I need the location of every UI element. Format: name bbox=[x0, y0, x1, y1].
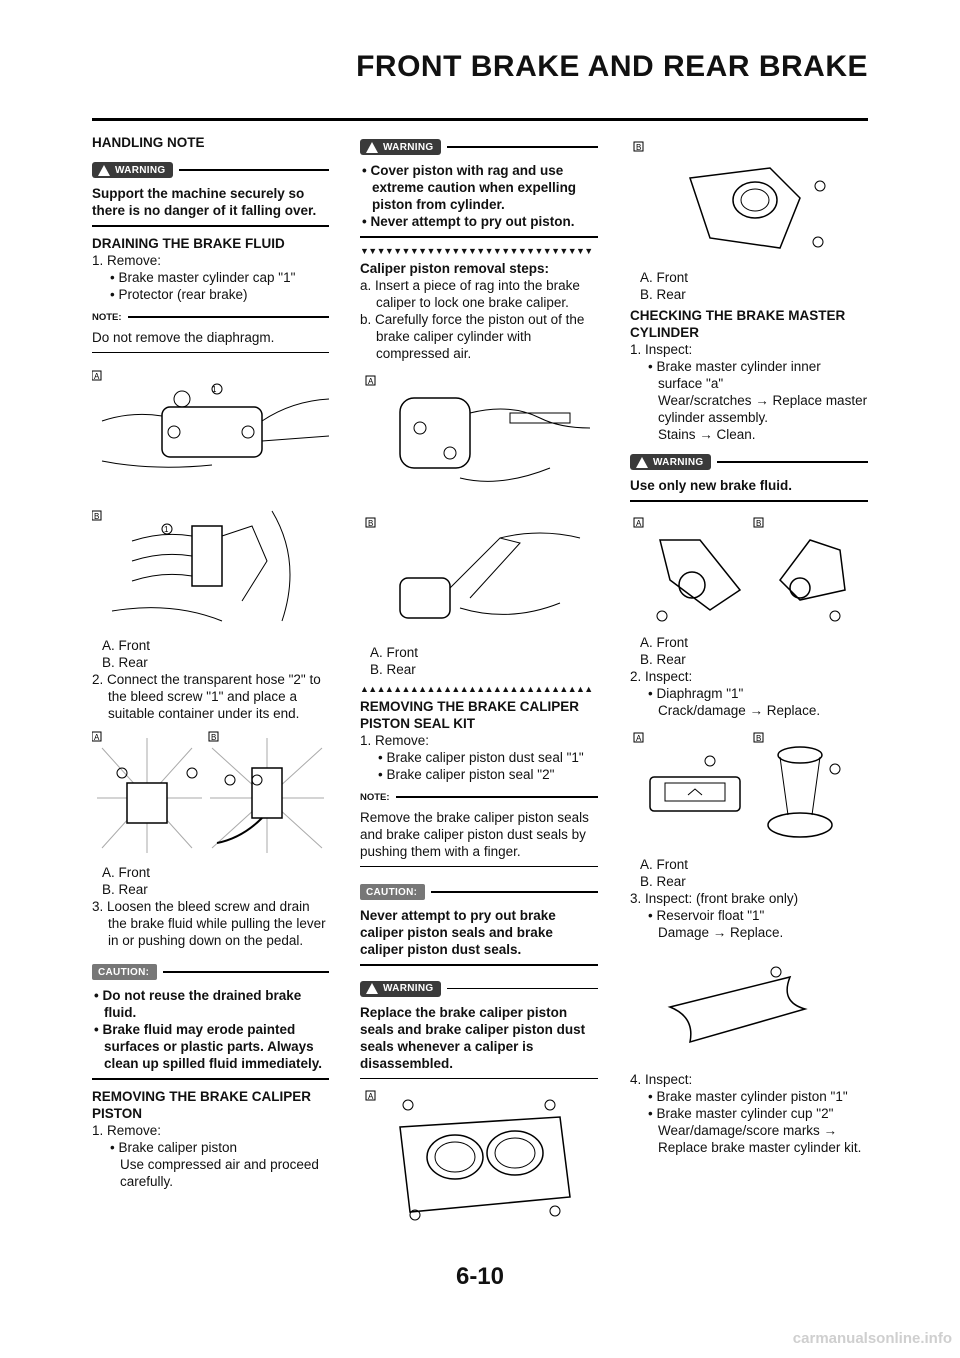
page-number: 6-10 bbox=[455, 1263, 505, 1290]
caution-tag: CAUTION: bbox=[360, 883, 598, 901]
caution-tag: CAUTION: bbox=[92, 963, 329, 981]
step-text: 4. Inspect: bbox=[630, 1071, 693, 1087]
steps-start-arrows: ▼▼▼▼▼▼▼▼▼▼▼▼▼▼▼▼▼▼▼▼▼▼▼▼▼▼▼▼ bbox=[360, 245, 593, 256]
step-text: Wear/scratches → Replace master cylinder assembly. bbox=[658, 393, 868, 425]
caution-text: • Do not reuse the drained brake fluid. bbox=[94, 988, 302, 1020]
warning-tag: WARNING bbox=[92, 161, 329, 179]
master-cylinder-rear-figure bbox=[630, 138, 868, 263]
step-text: • Brake caliper piston seal "2" bbox=[378, 766, 555, 782]
caliper-piston-figure bbox=[360, 368, 598, 638]
svg-text:A: A bbox=[94, 733, 100, 742]
note-text: Remove the brake caliper piston seals and brake caliper piston dust seals by pushing them with a finger. bbox=[360, 809, 589, 859]
svg-text:A: A bbox=[636, 733, 642, 743]
diaphragm-figure bbox=[630, 725, 868, 850]
column-3 bbox=[630, 130, 868, 1156]
warning-tag: WARNING bbox=[630, 453, 868, 471]
step-text: • Brake master cylinder cup "2" bbox=[648, 1105, 834, 1121]
svg-text:B: B bbox=[94, 512, 100, 521]
svg-text:B: B bbox=[756, 733, 762, 743]
svg-text:A: A bbox=[368, 1092, 374, 1101]
caption-front: A. Front bbox=[640, 270, 689, 285]
step-text: 3. Loosen the bleed screw and drain the brake fluid while pulling the lever in or pushing down on the pedal. bbox=[92, 899, 326, 948]
svg-text:1: 1 bbox=[164, 525, 169, 534]
svg-text:A: A bbox=[636, 518, 642, 528]
step-text: • Brake caliper piston dust seal "1" bbox=[378, 749, 584, 765]
warning-text: • Never attempt to pry out piston. bbox=[362, 214, 575, 229]
caption-front: A. Front bbox=[640, 856, 689, 872]
caption-rear: B. Rear bbox=[640, 873, 686, 889]
warning-text: Replace the brake caliper piston seals and brake caliper piston dust seals whenever a caliper is disassembled. bbox=[360, 1004, 586, 1071]
step-text: 3. Inspect: (front brake only) bbox=[630, 890, 799, 906]
step-text: Use compressed air and proceed carefully. bbox=[120, 1156, 319, 1189]
step-text: 1. Remove: bbox=[92, 252, 162, 268]
warning-text: • Cover piston with rag and use extreme caution when expelling piston from cylinder. bbox=[362, 163, 577, 212]
step-text: • Brake master cylinder inner surface "a" bbox=[648, 359, 821, 391]
svg-text:B: B bbox=[368, 518, 374, 528]
warning-tag: WARNING bbox=[360, 980, 598, 998]
caption-front: A. Front bbox=[102, 638, 151, 653]
warning-icon bbox=[98, 165, 110, 176]
step-text: Crack/damage → Replace. bbox=[658, 702, 821, 718]
warning-tag: WARNING bbox=[360, 138, 598, 156]
step-text: • Protector (rear brake) bbox=[110, 286, 248, 302]
caption-rear: B. Rear bbox=[640, 651, 686, 667]
caption-rear: B. Rear bbox=[102, 882, 148, 897]
column-2 bbox=[360, 130, 598, 1233]
step-text: 1. Remove: bbox=[360, 732, 430, 748]
draining-heading: DRAINING THE BRAKE FLUID bbox=[92, 235, 285, 251]
warning-icon bbox=[366, 142, 378, 153]
svg-text:A: A bbox=[368, 376, 374, 386]
caution-text: Never attempt to pry out brake caliper piston seals and brake caliper piston dust seals. bbox=[360, 908, 556, 957]
step-text: • Reservoir float "1" bbox=[648, 907, 765, 923]
handling-note-heading: HANDLING NOTE bbox=[92, 135, 205, 150]
step-text: Stains → Clean. bbox=[658, 427, 756, 442]
step-text: • Diaphragm "1" bbox=[648, 685, 744, 701]
note-label: NOTE: bbox=[92, 309, 329, 326]
step-text: Damage → Replace. bbox=[658, 924, 784, 940]
svg-text:1: 1 bbox=[212, 385, 217, 394]
warning-icon bbox=[366, 983, 378, 994]
step-text: • Brake caliper piston bbox=[110, 1139, 238, 1155]
seal-kit-heading: REMOVING THE BRAKE CALIPER PISTON SEAL KIT bbox=[360, 698, 580, 731]
step-text: 1. Inspect: bbox=[630, 342, 693, 357]
step-text: 2. Inspect: bbox=[630, 668, 693, 684]
svg-text:A: A bbox=[94, 372, 100, 381]
step-text: 1. Remove: bbox=[92, 1122, 162, 1138]
step-text: b. Carefully force the piston out of the brake caliper cylinder with compressed air. bbox=[360, 311, 585, 361]
note-label: NOTE: bbox=[360, 789, 598, 806]
caption-rear: B. Rear bbox=[370, 661, 416, 677]
warning-text: Support the machine securely so there is no danger of it falling over. bbox=[92, 186, 317, 218]
step-text: • Brake master cylinder piston "1" bbox=[648, 1088, 848, 1104]
step-text: • Brake master cylinder cap "1" bbox=[110, 269, 296, 285]
caption-front: A. Front bbox=[640, 634, 689, 650]
step-text: 2. Connect the transparent hose "2" to the bleed screw "1" and place a suitable container under its end. bbox=[92, 672, 321, 721]
steps-end-arrows: ▲▲▲▲▲▲▲▲▲▲▲▲▲▲▲▲▲▲▲▲▲▲▲▲▲▲▲▲ bbox=[360, 683, 593, 694]
caption-rear: B. Rear bbox=[102, 655, 148, 670]
caution-text: • Brake fluid may erode painted surfaces or plastic parts. Always clean up spilled fluid immediately. bbox=[94, 1022, 323, 1071]
warning-text: Use only new brake fluid. bbox=[630, 478, 793, 493]
removing-piston-heading: REMOVING THE BRAKE CALIPER PISTON bbox=[92, 1088, 312, 1121]
page-title: FRONT BRAKE AND REAR BRAKE bbox=[356, 50, 868, 83]
note-text: Do not remove the diaphragm. bbox=[92, 329, 275, 345]
reservoir-float-figure bbox=[630, 947, 868, 1065]
site-watermark: carmanualsonline.info bbox=[792, 1330, 952, 1347]
column-1 bbox=[92, 130, 329, 1190]
master-cylinder-figure bbox=[92, 361, 329, 631]
caliper-seals-figure bbox=[360, 1087, 598, 1227]
step-text: a. Insert a piece of rag into the brake caliper to lock one brake caliper. bbox=[360, 277, 580, 310]
caption-front: A. Front bbox=[102, 865, 151, 880]
warning-icon bbox=[636, 457, 648, 468]
inner-surface-figure bbox=[630, 510, 868, 628]
caption-rear: B. Rear bbox=[640, 287, 686, 302]
bleed-screw-figure bbox=[92, 728, 329, 858]
step-text: Wear/damage/score marks → Replace brake master cylinder kit. bbox=[658, 1122, 862, 1155]
steps-heading: Caliper piston removal steps: bbox=[360, 260, 550, 276]
svg-text:B: B bbox=[211, 733, 217, 742]
checking-heading: CHECKING THE BRAKE MASTER CYLINDER bbox=[630, 308, 846, 340]
svg-text:B: B bbox=[756, 518, 762, 528]
svg-text:B: B bbox=[636, 143, 642, 152]
header-rule bbox=[92, 118, 868, 121]
caption-front: A. Front bbox=[370, 644, 419, 660]
